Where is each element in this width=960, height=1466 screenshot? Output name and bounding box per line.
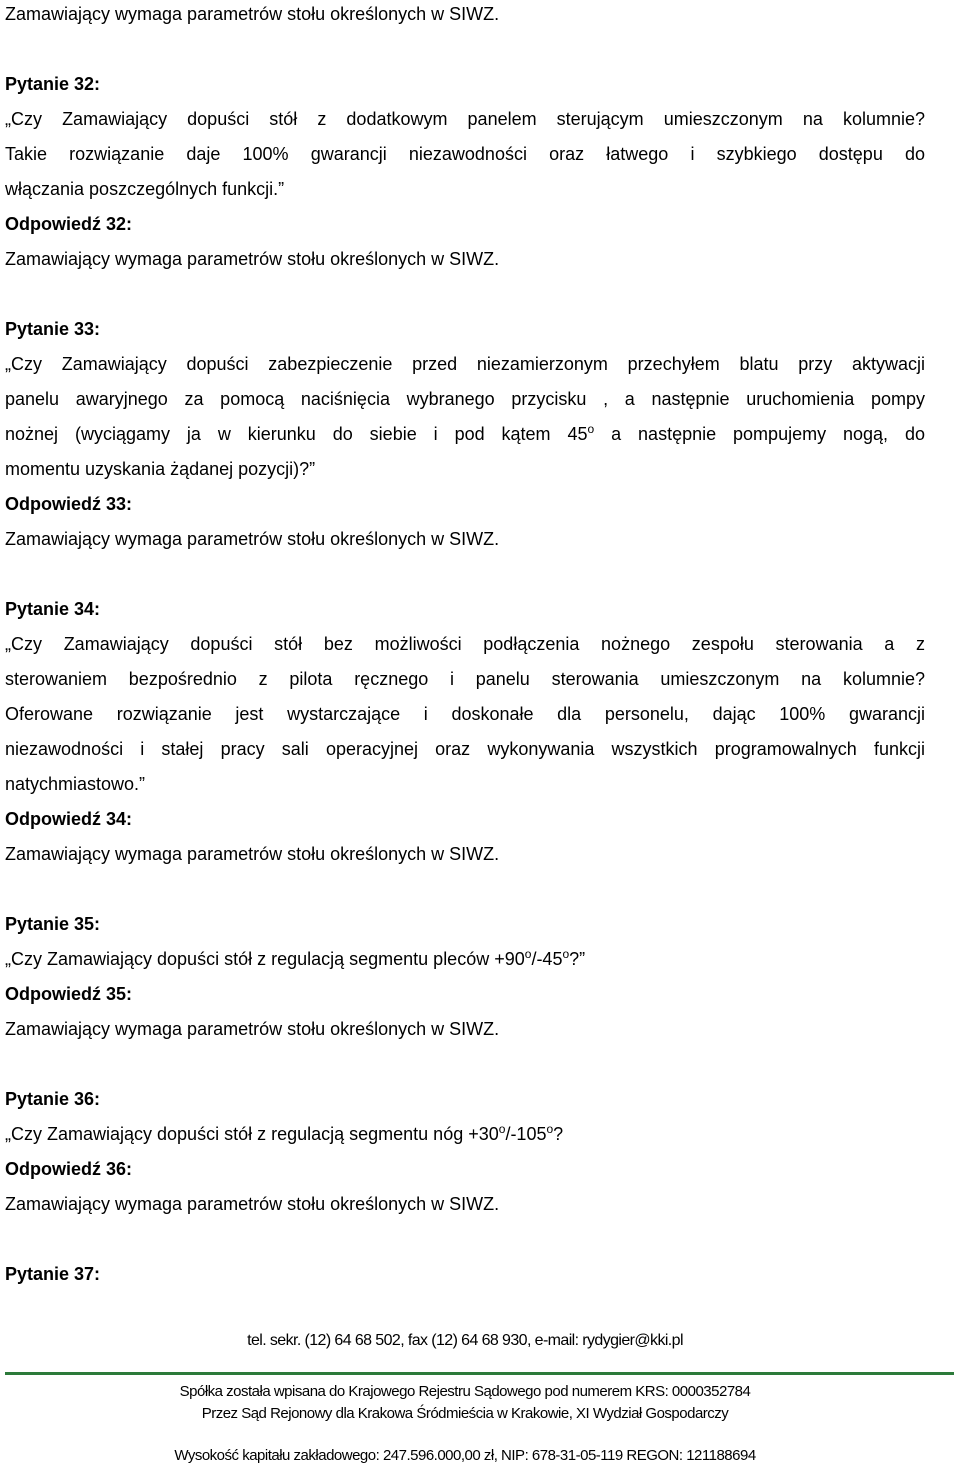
question-34-line: Oferowane rozwiązanie jest wystarczające i doskonałe dla personelu, dając 100% gwarancji	[5, 704, 925, 724]
question-34-line: natychmiastowo.”	[5, 774, 146, 794]
question-33-line	[5, 417, 925, 452]
question-32-title: Pytanie 32:	[5, 74, 101, 94]
degree-mark: o	[587, 422, 595, 436]
answer-32-text: Zamawiający wymaga parametrów stołu określonych w SIWZ.	[5, 249, 500, 269]
question-35-title: Pytanie 35:	[5, 914, 101, 934]
degree-mark: o	[498, 1122, 506, 1136]
question-34-line: sterowaniem bezpośrednio z pilota ręcznego i panelu sterowania umieszczonym na kolumnie?	[5, 669, 925, 689]
spacer	[5, 1047, 925, 1082]
answer-35-text: Zamawiający wymaga parametrów stołu określonych w SIWZ.	[5, 1019, 500, 1039]
question-32-line: włączania poszczególnych funkcji.”	[5, 179, 285, 199]
degree-mark: o	[546, 1122, 554, 1136]
question-33-line: panelu awaryjnego za pomocą naciśnięcia wybranego przycisku , a następnie uruchomienia pompy	[5, 389, 925, 409]
answer-36-title: Odpowiedź 36:	[5, 1159, 133, 1179]
question-33-text: a następnie pompujemy nogą, do	[594, 424, 925, 444]
answer-31-text: Zamawiający wymaga parametrów stołu określonych w SIWZ.	[5, 4, 500, 24]
question-34-line: „Czy Zamawiający dopuści stół bez możliwości podłączenia nożnego zespołu sterowania a z	[5, 634, 925, 654]
question-33-line: „Czy Zamawiający dopuści zabezpieczenie przed niezamierzonym przechyłem blatu przy aktywacji	[5, 354, 925, 374]
question-36-title: Pytanie 36:	[5, 1089, 101, 1109]
footer-legal-krs: Spółka została wpisana do Krajowego Rejestru Sądowego pod numerem KRS: 0000352784	[179, 1383, 751, 1400]
question-33-title: Pytanie 33:	[5, 319, 101, 339]
footer-contact: tel. sekr. (12) 64 68 502, fax (12) 64 68 930, e-mail: rydygier@kki.pl	[247, 1332, 683, 1349]
question-35-text: ?”	[569, 949, 586, 969]
spacer	[5, 1222, 925, 1257]
document-body	[5, 0, 925, 1292]
footer-legal-court: Przez Sąd Rejonowy dla Krakowa Śródmieścia w Krakowie, XI Wydział Gospodarczy	[201, 1405, 729, 1422]
answer-36-text: Zamawiający wymaga parametrów stołu określonych w SIWZ.	[5, 1194, 500, 1214]
answer-33-text: Zamawiający wymaga parametrów stołu określonych w SIWZ.	[5, 529, 500, 549]
degree-mark: o	[562, 947, 570, 961]
answer-33-title: Odpowiedź 33:	[5, 494, 133, 514]
question-36-text: „Czy Zamawiający dopuści stół z regulacją segmentu nóg +30	[5, 1124, 499, 1144]
answer-35-title: Odpowiedź 35:	[5, 984, 133, 1004]
question-32-line: Takie rozwiązanie daje 100% gwarancji niezawodności oraz łatwego i szybkiego dostępu do	[5, 144, 925, 164]
spacer	[5, 32, 925, 67]
spacer	[5, 277, 925, 312]
answer-34-text: Zamawiający wymaga parametrów stołu określonych w SIWZ.	[5, 844, 500, 864]
spacer	[5, 872, 925, 907]
question-36-text: ?	[553, 1124, 564, 1144]
question-33-text: nożnej (wyciągamy ja w kierunku do siebie i pod kątem 45	[5, 424, 588, 444]
footer-legal-capital: Wysokość kapitału zakładowego: 247.596.000,00 zł, NIP: 678-31-05-119 REGON: 121188694	[174, 1447, 756, 1464]
question-36-text: /-105	[505, 1124, 547, 1144]
question-33-line: momentu uzyskania żądanej pozycji)?”	[5, 459, 316, 479]
question-36-line	[5, 1117, 925, 1152]
footer-divider	[5, 1372, 954, 1375]
question-34-title: Pytanie 34:	[5, 599, 101, 619]
question-32-line: „Czy Zamawiający dopuści stół z dodatkowym panelem sterującym umieszczonym na kolumnie?	[5, 109, 925, 129]
question-35-text: „Czy Zamawiający dopuści stół z regulacją segmentu pleców +90	[5, 949, 525, 969]
answer-32-title: Odpowiedź 32:	[5, 214, 133, 234]
question-37-title: Pytanie 37:	[5, 1264, 101, 1284]
degree-mark: o	[524, 947, 532, 961]
question-34-line: niezawodności i stałej pracy sali operacyjnej oraz wykonywania wszystkich programowalnych funkcji	[5, 739, 925, 759]
answer-34-title: Odpowiedź 34:	[5, 809, 133, 829]
question-35-text: /-45	[531, 949, 563, 969]
spacer	[5, 557, 925, 592]
question-35-line	[5, 942, 925, 977]
